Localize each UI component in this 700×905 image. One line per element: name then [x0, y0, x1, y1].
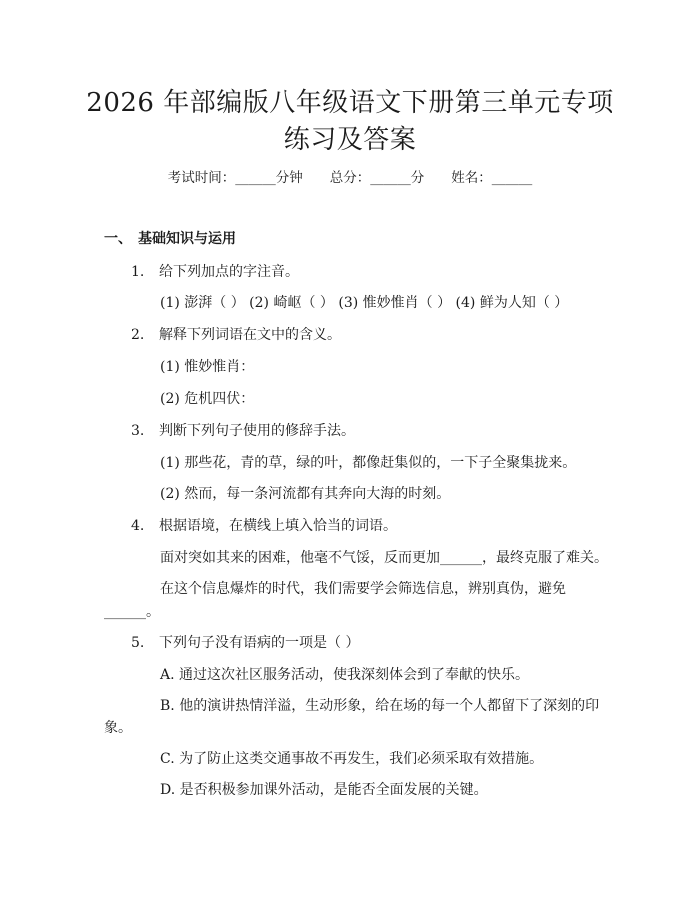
question-2-item-1: (1) 惟妙惟肖：	[160, 359, 255, 375]
question-text: 下列句子没有语病的一项是（ ）	[159, 635, 360, 651]
exam-meta-info	[0, 168, 700, 188]
section-number: 一、	[104, 231, 132, 247]
exam-meta-text: 考试时间：______分钟 总分：______分 姓名：______	[167, 170, 533, 186]
option-b-continued: 象。	[104, 720, 132, 736]
option-d: D. 是否积极参加课外活动，是能否全面发展的关键。	[160, 782, 488, 798]
question-text: 给下列加点的字注音。	[159, 264, 299, 280]
question-number: 1.	[131, 264, 145, 280]
question-2-item-2: (2) 危机四伏：	[160, 391, 255, 407]
question-text: 根据语境，在横线上填入恰当的词语。	[159, 518, 397, 534]
question-4-item-2: 在这个信息爆炸的时代，我们需要学会筛选信息，辨别真伪，避免	[160, 581, 566, 597]
question-1-items: (1) 澎湃（ ） (2) 崎岖（ ） (3) 惟妙惟肖（ ） (4) 鲜为人知（ ）	[160, 295, 569, 311]
question-text: 解释下列词语在文中的含义。	[159, 327, 341, 343]
question-3	[131, 421, 355, 441]
question-number: 2.	[131, 327, 145, 343]
question-3-item-2: (2) 然而，每一条河流都有其奔向大海的时刻。	[160, 486, 451, 502]
section-heading-1	[104, 229, 236, 249]
question-4-item-1: 面对突如其来的困难，他毫不气馁，反而更加______，最终克服了难关。	[160, 550, 608, 566]
option-b: B. 他的演讲热情洋溢，生动形象，给在场的每一个人都留下了深刻的印	[160, 698, 600, 714]
question-1	[131, 262, 299, 282]
question-4-item-2-continued: ______。	[104, 604, 160, 620]
question-number: 3.	[131, 423, 145, 439]
option-c: C. 为了防止这类交通事故不再发生，我们必须采取有效措施。	[160, 751, 544, 767]
document-title-line-2: 练习及答案	[283, 125, 417, 155]
document-title-line-1: 2026 年部编版八年级语文下册第三单元专项	[86, 88, 614, 118]
question-5	[131, 633, 359, 653]
question-number: 5.	[131, 635, 145, 651]
question-3-item-1: (1) 那些花，青的草，绿的叶，都像赶集似的，一下子全聚集拢来。	[160, 455, 577, 471]
question-4	[131, 516, 397, 536]
question-number: 4.	[131, 518, 145, 534]
option-a: A. 通过这次社区服务活动，使我深刻体会到了奉献的快乐。	[160, 667, 530, 683]
question-2	[131, 325, 341, 345]
section-title: 基础知识与运用	[138, 231, 236, 247]
question-text: 判断下列句子使用的修辞手法。	[159, 423, 355, 439]
